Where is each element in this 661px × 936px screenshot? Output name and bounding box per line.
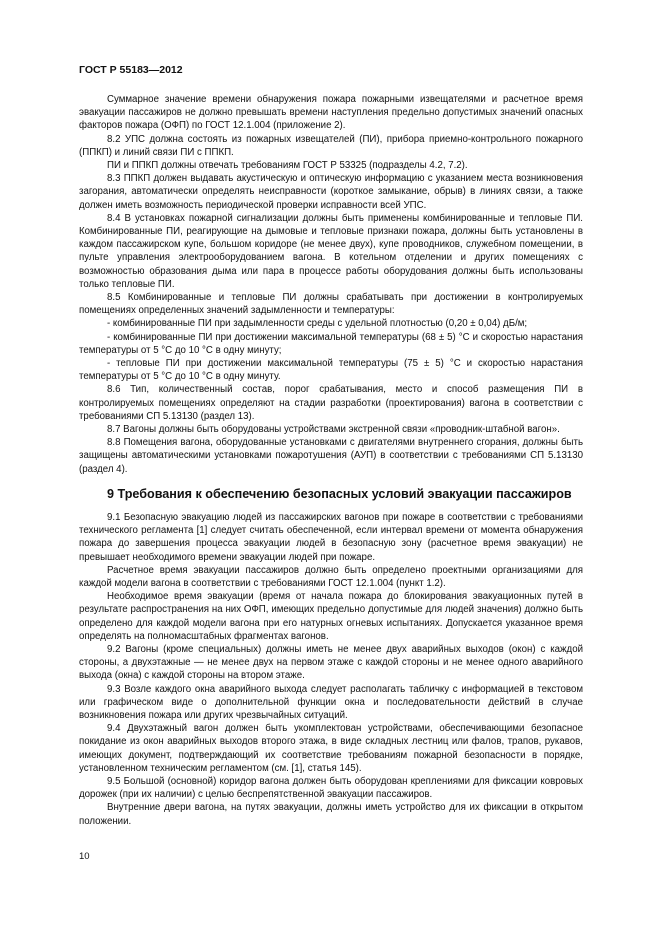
paragraph-9-2: 9.2 Вагоны (кроме специальных) должны иметь не менее двух аварийных выходов (окон) с каждой стороны, а двухэтажные — не менее двух на первом этаже с каждой стороны и не менее одного аварийного выхода (окна) с каждой стороны на втором этаже.	[79, 643, 583, 682]
list-item-combined-temp: - комбинированные ПИ при достижении максимальной температуры (68 ± 5) °С и скоростью нарастания температуры от 5 °С до 10 °С в одну минуту;	[79, 331, 583, 356]
paragraph-9-4: 9.4 Двухэтажный вагон должен быть укомплектован устройствами, обеспечивающими безопасное покидание из окон аварийных выходов второго этажа, в виде складных лестниц или фалов, трапов, рукавов, имеющих документ, подтверждающий их соответствие требованиям пожарной безопасности в порядке, установленном техническим регламентом (см. [1], статья 145).	[79, 723, 583, 774]
paragraph-8-2: 8.2 УПС должна состоять из пожарных извещателей (ПИ), прибора приемно-контрольного пожарного (ППКП) и линий связи ПИ с ППКП.	[79, 133, 583, 158]
paragraph-summary: Суммарное значение времени обнаружения пожара пожарными извещателями и расчетное время эвакуации пассажиров не должно превышать времени наступления предельно допустимых значений опасных факторов пожара (ОФП) по ГОСТ 12.1.004 (приложение 2).	[79, 94, 583, 132]
document-body	[79, 93, 583, 828]
list-item-thermal: - тепловые ПИ при достижении максимальной температуры (75 ± 5) °С и скоростью нарастания температуры от 5 °С до 10 °С в одну минуту.	[79, 358, 583, 383]
page-number: 10	[79, 851, 90, 862]
paragraph-8-6: 8.6 Тип, количественный состав, порог срабатывания, место и способ размещения ПИ в контролируемых помещениях определяют на стадии разработки (проектирования) вагона в соответствии с требованиями СП 5.13130 (раздел 13).	[79, 384, 583, 422]
paragraph-9-1-required: Необходимое время эвакуации (время от начала пожара до блокирования эвакуационных путей в результате распространения на них ОФП, имеющих предельно допустимые для людей значения) должно быть определено для каждой модели вагона при его натурных огневых испытаниях. Допускается указанное время определять на полномасштабных фрагментах вагонов.	[79, 591, 583, 642]
paragraph-9-5-doors: Внутренние двери вагона, на путях эвакуации, должны иметь устройство для их фиксации в открытом положении.	[79, 802, 583, 827]
paragraph-9-3: 9.3 Возле каждого окна аварийного выхода следует располагать табличку с информацией в текстовом или графическом виде о дополнительной функции окна и последовательности действий в случае возникновения пожара или других чрезвычайных ситуаций.	[79, 683, 583, 721]
paragraph-9-5: 9.5 Большой (основной) коридор вагона должен быть оборудован креплениями для фиксации ковровых дорожек (при их наличии) с целью беспрепятственной эвакуации пассажиров.	[79, 775, 583, 801]
paragraph-9-1: 9.1 Безопасную эвакуацию людей из пассажирских вагонов при пожаре в соответствии с требованиями технического регламента [1] следует считать обеспеченной, если интервал времени от момента обнаружения пожара до завершения процесса эвакуации людей в безопасную зону (расчетное время эвакуации) не превышает необходимого времени эвакуации людей при пожаре.	[79, 511, 583, 563]
paragraph-9-1-calc: Расчетное время эвакуации пассажиров должно быть определено проектными организациями для каждой модели вагона в соответствии с требованиями ГОСТ 12.1.004 (пункт 1.2).	[79, 564, 583, 589]
paragraph-8-2-note: ПИ и ППКП должны отвечать требованиям ГОСТ Р 53325 (подразделы 4.2, 7.2).	[107, 160, 468, 172]
document-header: ГОСТ Р 55183—2012	[79, 64, 183, 76]
list-item-combined-smoke: - комбинированные ПИ при задымленности среды с удельной плотностью (0,20 ± 0,04) дБ/м;	[107, 318, 528, 330]
paragraph-8-7: 8.7 Вагоны должны быть оборудованы устройствами экстренной связи «проводник-штабной вагон».	[107, 424, 560, 436]
paragraph-8-3: 8.3 ППКП должен выдавать акустическую и оптическую информацию с указанием места возникновения загорания, автоматически определять неисправности (короткое замыкание, обрыв) в линиях связи, а также должен иметь возможность периодической проверки исправности всей УПС.	[79, 173, 583, 211]
paragraph-8-5: 8.5 Комбинированные и тепловые ПИ должны срабатывать при достижении в контролируемых помещениях определенных значений задымленности и температуры:	[79, 292, 583, 317]
paragraph-8-8: 8.8 Помещения вагона, оборудованные установками с двигателями внутреннего сгорания, должны быть защищены автоматическими установками пожаротушения (АУП) в соответствии с требованиями СП 5.13130 (раздел 4).	[79, 437, 583, 475]
section-heading: 9 Требования к обеспечению безопасных условий эвакуации пассажиров	[107, 486, 572, 501]
paragraph-8-4: 8.4 В установках пожарной сигнализации должны быть применены комбинированные и тепловые ПИ. Комбинированные ПИ, реагирующие на дымовые и тепловые признаки пожара, должны быть установлены в каждом пассажирском купе, большом коридоре (не менее двух), купе проводников, служебном помещении, в пульте управления электрооборудованием вагона. В котельном отделении и других помещениях с возможностью образования дыма или пара в процессе работы оборудования должны быть использованы только тепловые ПИ.	[79, 212, 583, 290]
